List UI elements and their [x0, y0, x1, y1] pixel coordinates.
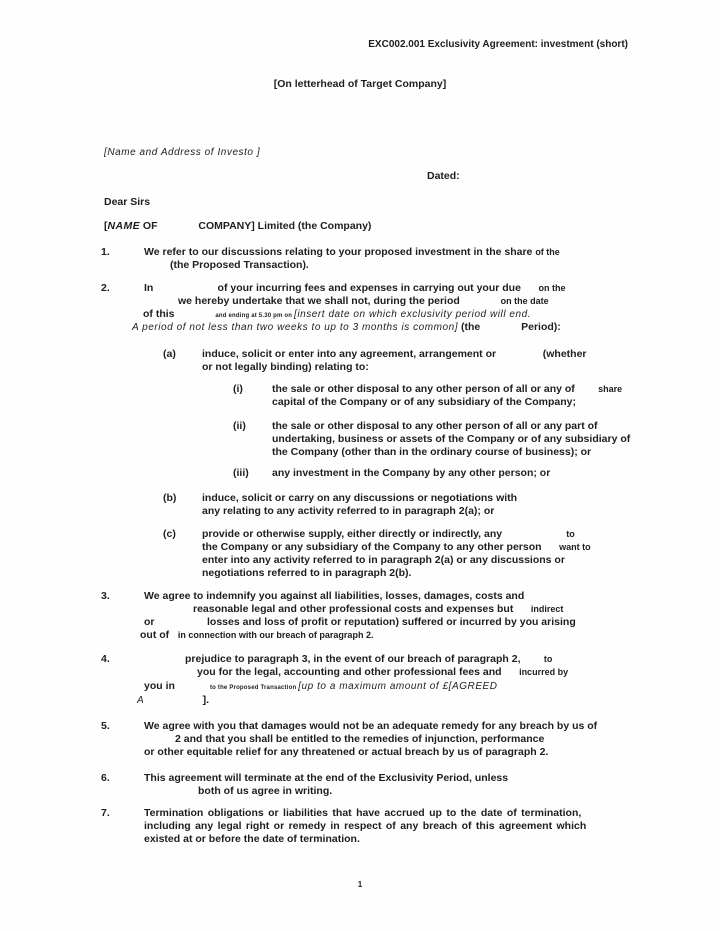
subparagraph-2a-line: induce, solicit or enter into any agreement, arrangement or (whether [202, 348, 587, 360]
company-name-line: [NAME OF COMPANY] Limited (the Company) [104, 220, 372, 232]
paragraph-2-line: we hereby undertake that we shall not, during the period on the date [178, 295, 549, 307]
dated-label: Dated: [427, 170, 460, 182]
paragraph-2-line: A period of not less than two weeks to up to 3 months is common] (the Period): [132, 321, 561, 333]
paragraph-1-line: We refer to our discussions relating to your proposed investment in the share of the [144, 246, 560, 258]
paragraph-6-number: 6. [101, 772, 110, 784]
subparagraph-2c-label: (c) [163, 528, 176, 540]
subparagraph-2c-line: negotiations referred to in paragraph 2(b). [202, 567, 412, 579]
paragraph-7-line: including any legal right or remedy in respect of any breach of this agreement which [144, 820, 587, 832]
paragraph-5-line: We agree with you that damages would not be an adequate remedy for any breach by us of [144, 720, 598, 732]
investor-address: [Name and Address of Investo ] [104, 147, 261, 158]
clause-2a-iii-line: any investment in the Company by any other person; or [272, 467, 551, 479]
subparagraph-2b-line: induce, solicit or carry on any discussions or negotiations with [202, 492, 518, 504]
paragraph-1-number: 1. [101, 246, 110, 258]
paragraph-6-line: both of us agree in writing. [198, 785, 333, 797]
paragraph-5-number: 5. [101, 720, 110, 732]
subparagraph-2c-line: the Company or any subsidiary of the Company to any other person want to [202, 541, 591, 553]
paragraph-4-line: you for the legal, accounting and other professional fees and incurred by [197, 666, 569, 678]
document-reference: EXC002.001 Exclusivity Agreement: investment (short) [368, 39, 628, 50]
paragraph-3-line: out of in connection with our breach of paragraph 2. [140, 629, 374, 641]
paragraph-7-line: Termination obligations or liabilities that have accrued up to the date of termination, [144, 807, 582, 819]
paragraph-2-line: of this and ending at 5.30 pm on [insert date on which exclusivity period will end. [143, 308, 532, 320]
subparagraph-2c-line: enter into any activity referred to in paragraph 2(a) or any discussions or [202, 554, 565, 566]
paragraph-5-line: 2 and that you shall be entitled to the remedies of injunction, performance [175, 733, 545, 745]
paragraph-3-number: 3. [101, 590, 110, 602]
paragraph-3-line: We agree to indemnify you against all liabilities, losses, damages, costs and [144, 590, 525, 602]
subparagraph-2c-line: provide or otherwise supply, either directly or indirectly, any to [202, 528, 575, 540]
paragraph-6-line: This agreement will terminate at the end of the Exclusivity Period, unless [144, 772, 509, 784]
clause-2a-iii-label: (iii) [233, 467, 249, 479]
paragraph-7-line: existed at or before the date of termination. [144, 833, 360, 845]
paragraph-3-line: reasonable legal and other professional costs and expenses but indirect [193, 603, 564, 615]
paragraph-2-line: In of your incurring fees and expenses in carrying out your due on the [144, 282, 566, 294]
clause-2a-ii-line: the sale or other disposal to any other person of all or any part of [272, 420, 598, 432]
clause-2a-i-line: the sale or other disposal to any other person of all or any of share [272, 383, 623, 395]
subparagraph-2b-label: (b) [163, 492, 177, 504]
paragraph-4-number: 4. [101, 653, 110, 665]
paragraph-2-number: 2. [101, 282, 110, 294]
clause-2a-i-label: (i) [233, 383, 243, 395]
paragraph-5-line: or other equitable relief for any threatened or actual breach by us of paragraph 2. [144, 746, 549, 758]
paragraph-4-line: prejudice to paragraph 3, in the event of our breach of paragraph 2, to [185, 653, 553, 665]
subparagraph-2b-line: any relating to any activity referred to in paragraph 2(a); or [202, 505, 495, 517]
subparagraph-2a-label: (a) [163, 348, 176, 360]
clause-2a-ii-line: undertaking, business or assets of the Company or of any subsidiary of [272, 433, 631, 445]
clause-2a-ii-line: the Company (other than in the ordinary course of business); or [272, 446, 592, 458]
paragraph-1-line: (the Proposed Transaction). [170, 259, 309, 271]
clause-2a-i-line: capital of the Company or of any subsidiary of the Company; [272, 396, 576, 408]
paragraph-7-number: 7. [101, 807, 110, 819]
subparagraph-2a-line: or not legally binding) relating to: [202, 361, 369, 373]
paragraph-4-line: you in to the Proposed Transaction [up to a maximum amount of £[AGREED [144, 680, 498, 692]
salutation: Dear Sirs [104, 196, 151, 208]
paragraph-3-line: or losses and loss of profit or reputation) suffered or incurred by you arising [144, 616, 576, 628]
page-number: 1 [357, 880, 363, 889]
clause-2a-ii-label: (ii) [233, 420, 246, 432]
letterhead-note: [On letterhead of Target Company] [273, 78, 447, 90]
paragraph-4-line: A ]. [137, 694, 210, 706]
